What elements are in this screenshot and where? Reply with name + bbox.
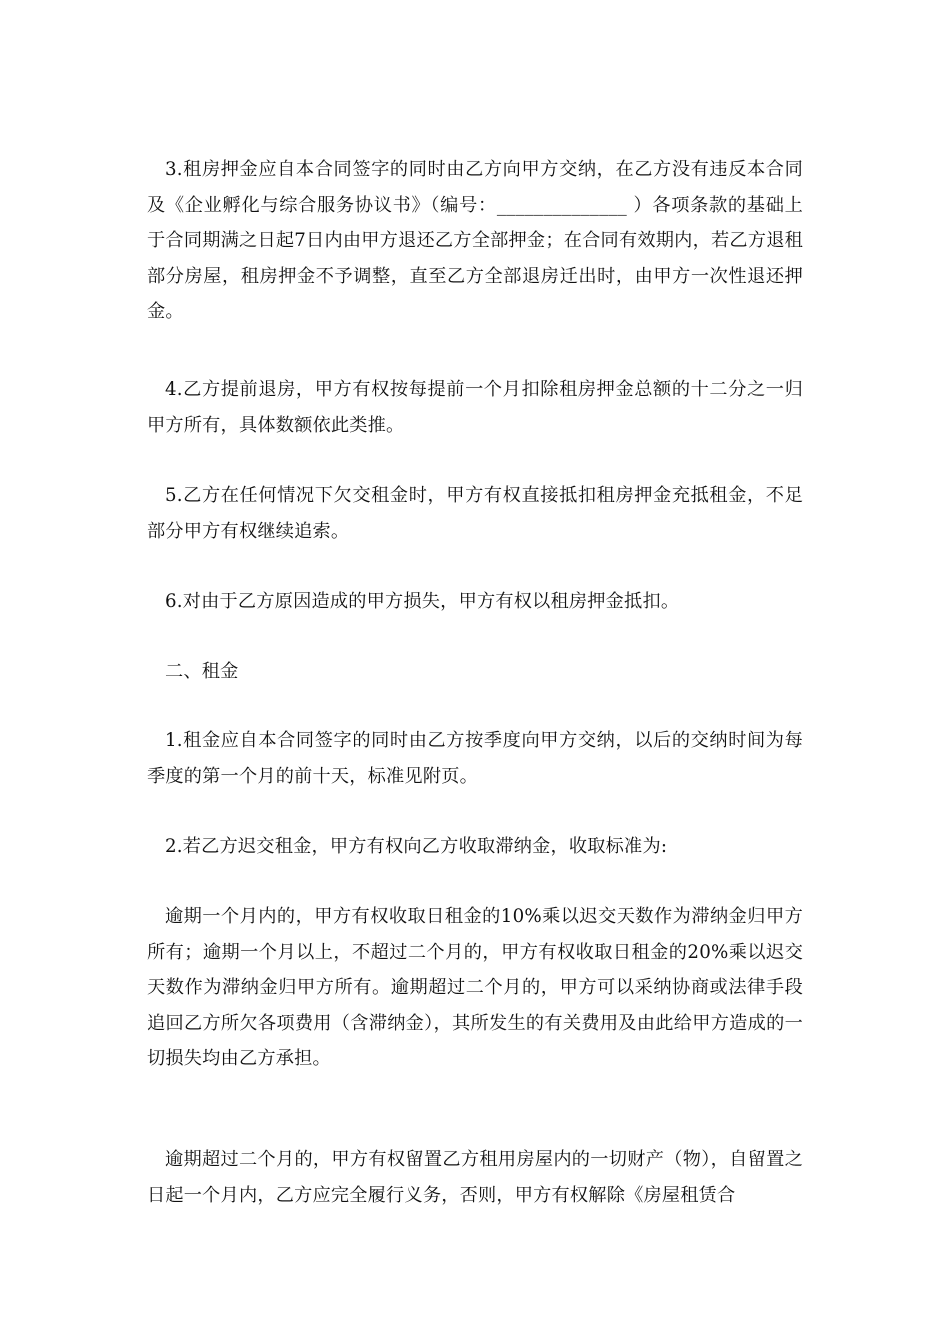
paragraph-loss-deduction: 6.对由于乙方原因造成的甲方损失，甲方有权以租房押金抵扣。	[165, 591, 680, 612]
paragraph-early-move-out: 4.乙方提前退房，甲方有权按每提前一个月扣除租房押金总额的十二分之一归甲方所有，具体数额依此类推。	[147, 379, 803, 436]
paragraph-late-fee-intro: 2.若乙方迟交租金，甲方有权向乙方收取滞纳金，收取标准为:	[165, 836, 668, 857]
paragraph-rent-payment: 1.租金应自本合同签字的同时由乙方按季度向甲方交纳，以后的交纳时间为每季度的第一个月的前十天，标准见附页。	[147, 730, 803, 787]
paragraph-property-lien: 逾期超过二个月的，甲方有权留置乙方租用房屋内的一切财产（物），自留置之日起一个月内，乙方应完全履行义务，否则，甲方有权解除《房屋租赁合	[147, 1149, 803, 1206]
paragraph-late-fee-standard: 逾期一个月内的，甲方有权收取日租金的10%乘以迟交天数作为滞纳金归甲方所有；逾期一个月以上，不超过二个月的，甲方有权收取日租金的20%乘以迟交天数作为滞纳金归甲方所有。逾期超过二个月的，甲方可以采纳协商或法律手段追回乙方所欠各项费用（含滞纳金），其所发生的有关费用及由此给甲方造成的一切损失均由乙方承担。	[147, 906, 803, 1069]
paragraph-arrears-offset: 5.乙方在任何情况下欠交租金时，甲方有权直接抵扣租房押金充抵租金，不足部分甲方有权继续追索。	[147, 485, 803, 542]
section-heading-rent: 二、租金	[165, 661, 239, 682]
paragraph-deposit-refund: 3.租房押金应自本合同签字的同时由乙方向甲方交纳，在乙方没有违反本合同及《企业孵化与综合服务协议书》（编号：______________ ）各项条款的基础上于合同期满之日起7日内由甲方退还乙方全部押金；在合同有效期内，若乙方退租部分房屋，租房押金不予调整，直至乙方全部退房迁出时，由甲方一次性退还押金。	[147, 159, 803, 322]
